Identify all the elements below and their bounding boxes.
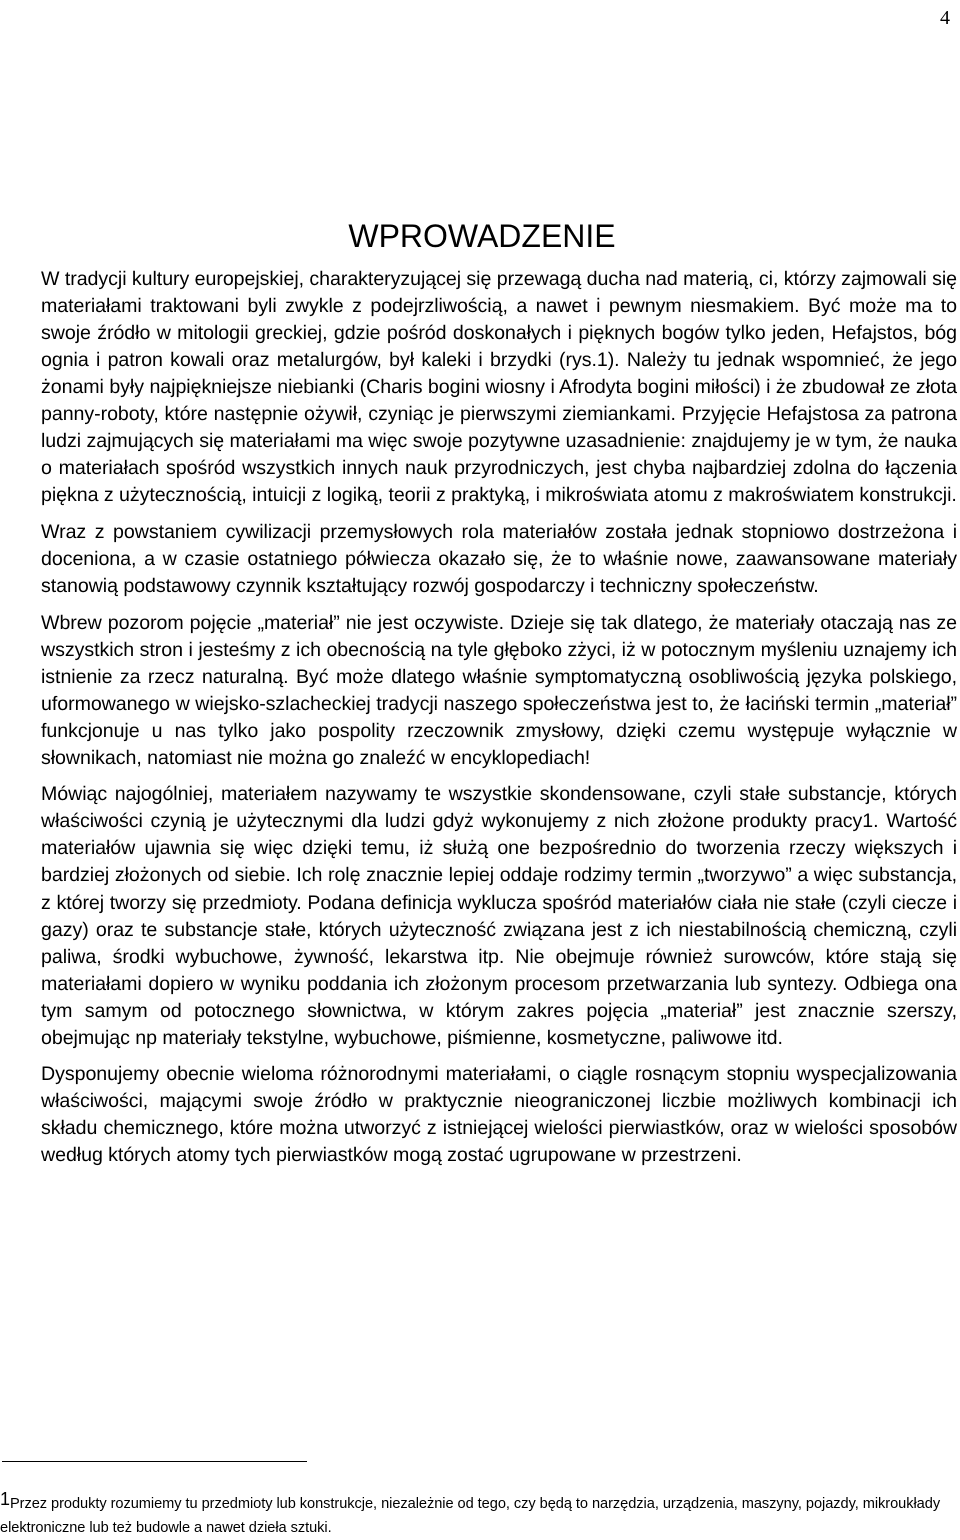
page-title-text: WPROWADZENIE <box>348 218 616 254</box>
page-number: 4 <box>940 7 950 29</box>
paragraph-intro: W tradycji kultury europejskiej, charakteryzującej się przewagą ducha nad materią, ci, którzy zajmowali się materiałami traktowani byli zwykle z podejrzliwością, a nawet i pewnym niesmakiem. Być może ma to swoje źródło w mitologii greckiej, gdzie pośród doskonałych i pięknych bogów tylko jeden, Hefajstos, bóg ognia i patron kowali oraz metalurgów, był kaleki i brzydki (rys.1). Należy tu jednak wspomnieć, że jego żonami były najpiękniejsze niebianki (Charis bogini wiosny i Afrodyta bogini miłości) i że zbudował ze złota panny-roboty, które następnie ożywił, czyniąc je pierwszymi ziemiankami. Przyjęcie Hefajstosa za patrona ludzi zajmujących się materiałami ma więc swoje pozytywne uzasadnienie: znajdujemy je w tym, że nauka o materiałach spośród wszystkich innych nauk przyrodniczych, jest chyba najbardziej zdolna do łączenia piękna z użytecznością, intuicji z logiką, teorii z praktyką, i mikroświata atomu z makroświatem konstrukcji. <box>41 268 957 507</box>
footnote-marker: 1 <box>0 1489 10 1509</box>
body-text <box>41 266 957 1179</box>
paragraph-industrial-civilization: Wraz z powstaniem cywilizacji przemysłowych rola materiałów została jednak stopniowo dostrzeżona i doceniona, a w czasie ostatniego półwiecza okazało się, że to właśnie nowe, zaawansowane materiały stanowią podstawowy czynnik kształtujący rozwój gospodarczy i techniczny społeczeństw. <box>41 520 957 598</box>
page-title <box>0 216 960 256</box>
footnote <box>0 1490 958 1540</box>
paragraph-diversity: Dysponujemy obecnie wieloma różnorodnymi materiałami, o ciągle rosnącym stopniu wyspecjalizowania właściwości, mającymi swoje źródło w praktycznie nieograniczonej liczbie możliwych kombinacji ich składu chemicznego, które można utworzyć z istniejącej wielości pierwiastków, oraz w wielości sposobów według których atomy tych pierwiastków mogą zostać ugrupowane w przestrzeni. <box>41 1063 957 1167</box>
paragraph-definition: Mówiąc najogólniej, materiałem nazywamy te wszystkie skondensowane, czyli stałe substancje, których właściwości czynią je użytecznymi dla ludzi gdyż wykonujemy z nich złożone produkty pracy1. Wartość materiałów ujawnia się więc dzięki temu, iż służą one bezpośrednio do tworzenia rzeczy większych i bardziej złożonych od siebie. Ich rolę znacznie lepiej oddaje rodzimy termin „tworzywo” a więc substancja, z której tworzy się przedmioty. Podana definicja wyklucza spośród materiałów ciała nie stałe (czyli ciecze i gazy) oraz te substancje stałe, których użyteczność związana jest z ich niestabilnością chemiczną, czyli paliwa, środki wybuchowe, żywność, lekarstwa itp. Nie obejmuje również surowców, które stają się materiałami dopiero w wyniku poddania ich złożonym procesom przetwarzania lub syntezy. Odbiega ona tym samym od potocznego słownictwa, w którym zakres pojęcia „materiał” jest znacznie szerszy, obejmując np materiały tekstylne, wybuchowe, piśmienne, kosmetyczne, paliwowe itd. <box>41 783 957 1049</box>
footnote-text: Przez produkty rozumiemy tu przedmioty lub konstrukcje, niezależnie od tego, czy będą to narzędzia, urządzenia, maszyny, pojazdy, mikroukłady elektroniczne lub też budowle a nawet dzieła sztuki. <box>0 1496 941 1536</box>
footnote-separator <box>2 1461 307 1462</box>
paragraph-material-concept: Wbrew pozorom pojęcie „materiał” nie jest oczywiste. Dzieje się tak dlatego, że materiały otaczają nas ze wszystkich stron i jesteśmy z ich obecnością na tyle głęboko zżyci, iż w potocznym myśleniu uznajemy ich istnienie za rzecz naturalną. Być może dlatego właśnie symptomatyczną osobliwością języka polskiego, uformowanego w wiejsko-szlacheckiej tradycji naszego społeczeństwa jest to, że łaciński termin „materiał” funkcjonuje u nas tylko jako pospolity rzeczownik zmysłowy, dzięki czemu występuje wyłącznie w słownikach, natomiast nie można go znaleźć w encyklopediach! <box>41 611 957 769</box>
